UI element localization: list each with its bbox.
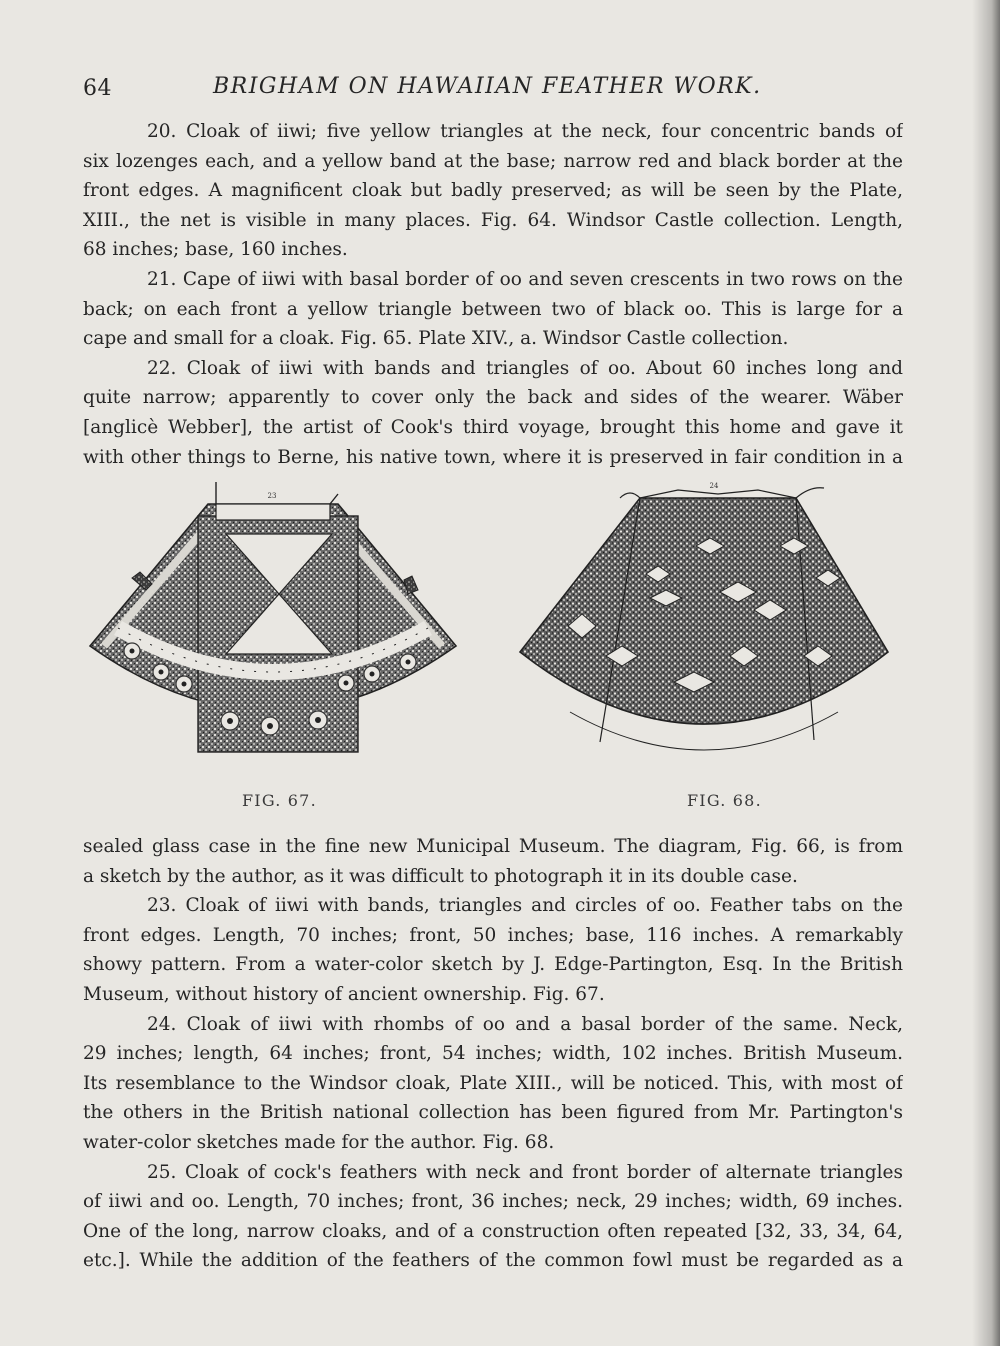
figure-67-drawing: [88, 476, 458, 791]
text-line: 20. Cloak of iiwi; five yellow triangles at the neck, four concentric bands of: [147, 121, 903, 142]
text-line: 24. Cloak of iiwi with rhombs of oo and a basal border of the same. Neck,: [147, 1013, 903, 1035]
text-line: [anglicè Webber], the artist of Cook's third voyage, brought this home and gave it: [83, 416, 903, 438]
text-line: six lozenges each, and a yellow band at the base; narrow red and black border at the: [83, 150, 903, 172]
text-block-bottom: [83, 832, 903, 1276]
text-line: front edges. A magnificent cloak but badly preserved; as will be seen by the Plate,: [83, 180, 903, 202]
text-line: the others in the British national collection has been figured from Mr. Partington's: [83, 1102, 903, 1124]
text-line: 25. Cloak of cock's feathers with neck and front border of alternate triangles: [147, 1161, 903, 1183]
text-line: 22. Cloak of iiwi with bands and triangles of oo. About 60 inches long and: [147, 357, 903, 379]
page-header: [83, 74, 903, 108]
figure-67-caption: FIG. 67.: [242, 791, 317, 810]
text-line: front edges. Length, 70 inches; front, 50 inches; base, 116 inches. A remarkably: [83, 924, 903, 946]
text-line: with other things to Berne, his native town, where it is preserved in fair condition in a: [83, 446, 903, 468]
figure-68-number: 24: [709, 482, 719, 490]
figure-67: [88, 476, 458, 791]
text-line: 68 inches; base, 160 inches.: [83, 239, 348, 261]
text-line: 29 inches; length, 64 inches; front, 54 inches; width, 102 inches. British Museum.: [83, 1043, 903, 1065]
text-line: cape and small for a cloak. Fig. 65. Plate XIV., a. Windsor Castle collection.: [83, 328, 789, 350]
page-edge-shadow: [972, 0, 1000, 1346]
text-block-top: [83, 117, 903, 472]
page-number: 64: [83, 76, 112, 101]
text-line: of iiwi and oo. Length, 70 inches; front, 36 inches; neck, 29 inches; width, 69 inches.: [83, 1191, 903, 1213]
text-line: etc.]. While the addition of the feathers of the common fowl must be regarded as a: [83, 1250, 903, 1272]
text-line: One of the long, narrow cloaks, and of a construction often repeated [32, 33, 34, 64,: [83, 1220, 903, 1242]
figure-67-number: 23: [267, 492, 277, 500]
text-line: water-color sketches made for the author. Fig. 68.: [83, 1131, 555, 1153]
text-line: 21. Cape of iiwi with basal border of oo and seven crescents in two rows on the: [147, 268, 903, 290]
figure-68: [518, 476, 890, 788]
text-line: Its resemblance to the Windsor cloak, Plate XIII., will be noticed. This, with most of: [83, 1072, 903, 1094]
text-line: 23. Cloak of iiwi with bands, triangles and circles of oo. Feather tabs on the: [147, 895, 903, 917]
text-line: a sketch by the author, as it was difficult to photograph it in its double case.: [83, 865, 798, 887]
text-line: sealed glass case in the fine new Municipal Museum. The diagram, Fig. 66, is from: [83, 836, 903, 857]
running-head: BRIGHAM ON HAWAIIAN FEATHER WORK.: [213, 74, 762, 99]
figure-68-caption: FIG. 68.: [687, 791, 762, 810]
text-line: Museum, without history of ancient ownership. Fig. 67.: [83, 983, 605, 1005]
text-line: showy pattern. From a water-color sketch by J. Edge-Partington, Esq. In the British: [83, 954, 903, 976]
text-line: back; on each front a yellow triangle between two of black oo. This is large for a: [83, 298, 903, 320]
text-line: XIII., the net is visible in many places. Fig. 64. Windsor Castle collection. Length,: [83, 209, 903, 231]
text-line: quite narrow; apparently to cover only the back and sides of the wearer. Wäber: [83, 387, 903, 409]
figure-68-drawing: [518, 476, 890, 788]
